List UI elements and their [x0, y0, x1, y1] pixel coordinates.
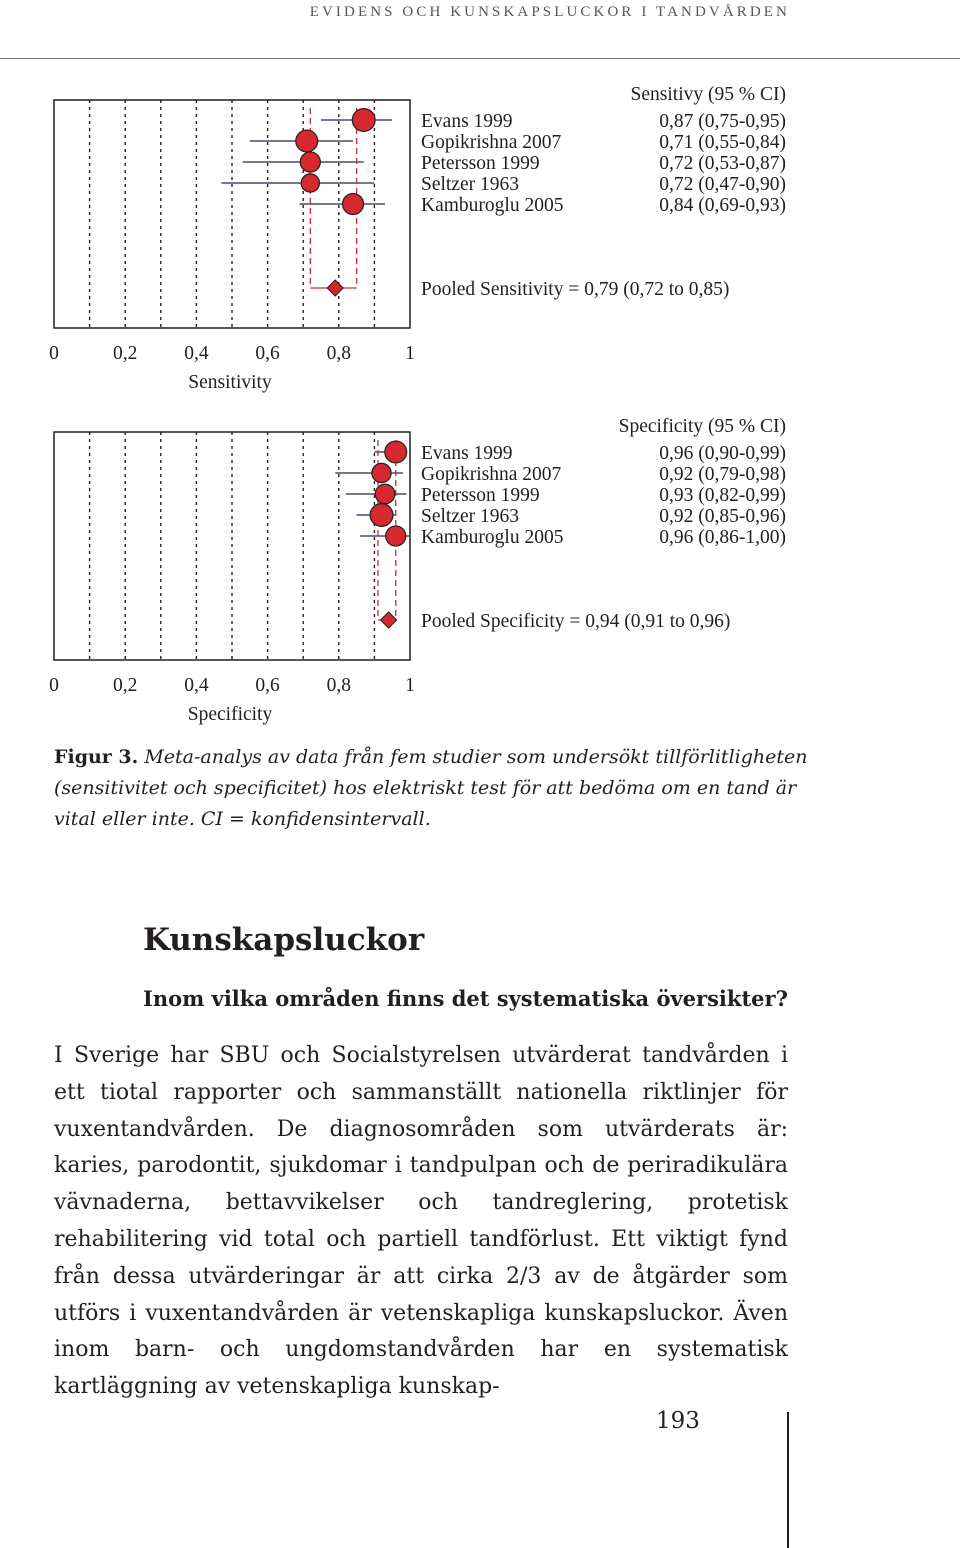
study-name: Gopikrishna 2007: [421, 132, 562, 153]
x-tick-label: 0,2: [113, 343, 138, 364]
header-rule: [0, 58, 960, 59]
ci-column-header: Sensitivy (95 % CI): [630, 84, 786, 105]
study-name: Seltzer 1963: [421, 174, 520, 195]
pooled-diamond: [327, 280, 343, 296]
study-marker: [370, 504, 393, 527]
study-ci-value: 0,87 (0,75-0,95): [659, 111, 786, 132]
section-subtitle: Inom vilka områden finns det systematiska översikter?: [143, 986, 788, 1011]
x-tick-label: 0,2: [113, 675, 138, 696]
study-ci-value: 0,71 (0,55-0,84): [659, 132, 786, 153]
study-marker: [372, 463, 391, 482]
study-ci-value: 0,92 (0,85-0,96): [659, 506, 786, 527]
study-marker: [343, 194, 364, 215]
study-name: Evans 1999: [421, 443, 513, 464]
study-marker: [352, 109, 375, 132]
study-name: Kamburoglu 2005: [421, 527, 564, 548]
study-name: Petersson 1999: [421, 153, 540, 174]
x-tick-label: 0,8: [326, 343, 351, 364]
x-tick-label: 1: [405, 675, 415, 696]
forest-plot-sensitivity: [0, 70, 960, 400]
caption-text: Meta-analys av data från fem studier som undersökt tillförlitligheten (sensitivitet och specificitet) hos elektriskt test för att bedöma om en tand är vital eller inte. CI = konfidensintervall.: [54, 746, 808, 830]
study-name: Kamburoglu 2005: [421, 195, 564, 216]
study-ci-value: 0,96 (0,90-0,99): [659, 443, 786, 464]
study-ci-value: 0,72 (0,53-0,87): [659, 153, 786, 174]
study-ci-value: 0,93 (0,82-0,99): [659, 485, 786, 506]
study-marker: [385, 441, 407, 463]
study-name: Evans 1999: [421, 111, 513, 132]
study-marker: [296, 130, 318, 152]
study-marker: [301, 174, 319, 192]
body-paragraph: I Sverige har SBU och Socialstyrelsen utvärderat tandvården i ett tiotal rapporter och sammanställt nationella riktlinjer för vuxentandvården. De diagnosområden som utvärderats är: karies, parodontit, sjukdomar i tandpulpan och de periradikulära vävnaderna, bettavvikelser och tandreglering, protetisk rehabilitering vid total och partiell tandförlust. Ett viktigt fynd från dessa utvärderingar är att cirka 2/3 av de åtgärder som utförs i vuxentandvården är vetenskapliga kunskapsluckor. Även inom barn- och ungdomstandvården har en systematisk kartläggning av vetenskapliga kunskap-: [54, 1043, 788, 1400]
x-tick-label: 1: [405, 343, 415, 364]
forest-plot-specificity: [0, 402, 960, 732]
page-number: 193: [656, 1408, 700, 1434]
study-marker: [386, 526, 406, 546]
study-marker: [300, 152, 320, 172]
pooled-diamond: [381, 612, 397, 628]
x-tick-label: 0,4: [184, 675, 209, 696]
x-tick-label: 0,8: [326, 675, 351, 696]
x-axis-label: Sensitivity: [188, 372, 272, 393]
study-ci-value: 0,92 (0,79-0,98): [659, 464, 786, 485]
study-name: Petersson 1999: [421, 485, 540, 506]
x-tick-label: 0,6: [255, 675, 280, 696]
section-title: Kunskapsluckor: [143, 922, 425, 958]
figure-caption: [54, 742, 814, 835]
study-name: Gopikrishna 2007: [421, 464, 562, 485]
study-ci-value: 0,96 (0,86-1,00): [659, 527, 786, 548]
x-tick-label: 0,6: [255, 343, 280, 364]
study-ci-value: 0,72 (0,47-0,90): [659, 174, 786, 195]
pooled-label: Pooled Specificity = 0,94 (0,91 to 0,96): [421, 611, 731, 632]
x-axis-label: Specificity: [187, 704, 273, 725]
pooled-label: Pooled Sensitivity = 0,79 (0,72 to 0,85): [421, 279, 730, 300]
x-tick-label: 0: [49, 675, 59, 696]
study-ci-value: 0,84 (0,69-0,93): [659, 195, 786, 216]
x-tick-label: 0,4: [184, 343, 209, 364]
ci-column-header: Specificity (95 % CI): [618, 416, 786, 437]
study-name: Seltzer 1963: [421, 506, 520, 527]
x-tick-label: 0: [49, 343, 59, 364]
study-marker: [375, 484, 395, 504]
caption-label: Figur 3.: [54, 746, 139, 768]
running-head-text: EVIDENS OCH KUNSKAPSLUCKOR I TANDVÅRDEN: [309, 4, 790, 20]
page-margin-rule: [787, 1412, 789, 1548]
